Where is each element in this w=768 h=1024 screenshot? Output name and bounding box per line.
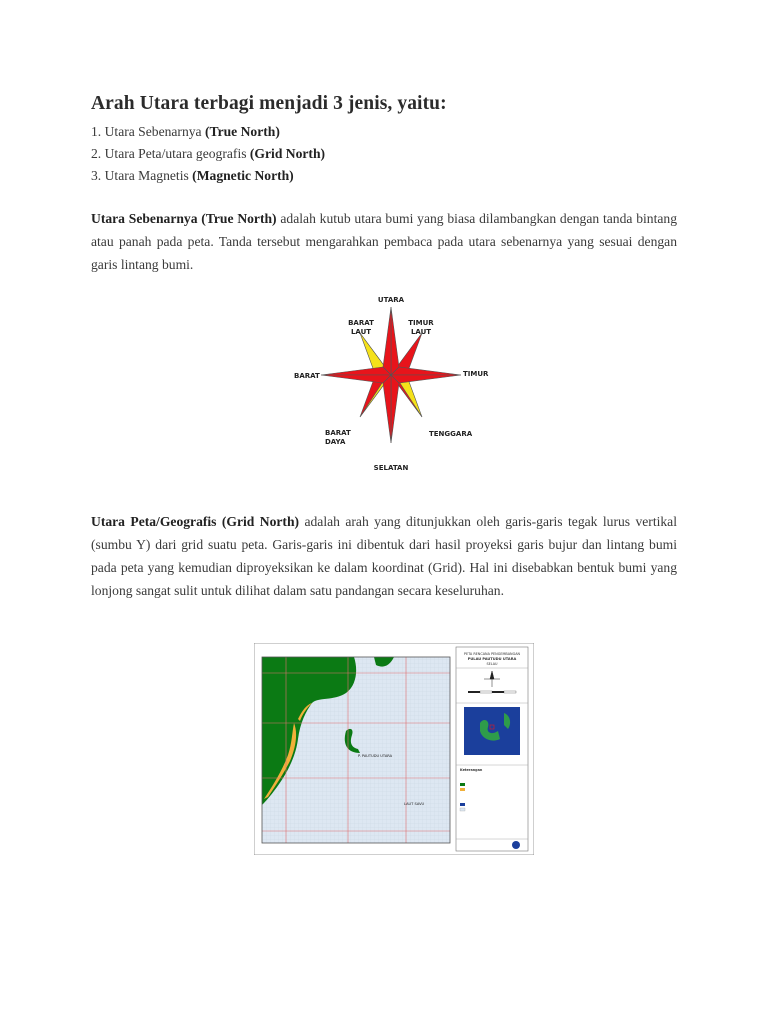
grid-north-paragraph <box>91 510 677 602</box>
list-item-text: 3. Utara Magnetis <box>91 168 193 183</box>
true-north-paragraph <box>91 207 677 276</box>
list-item-text: 1. Utara Sebenarnya <box>91 124 205 139</box>
map-logo-icon <box>512 841 520 849</box>
list-item-bold: (Grid North) <box>249 146 326 161</box>
map-sea-label: LAUT SAVU <box>404 802 425 806</box>
list-item <box>91 121 325 143</box>
map-inset <box>464 707 520 755</box>
grid-map-figure <box>254 643 534 855</box>
compass-label-northwest: BARAT <box>348 319 374 327</box>
north-types-list <box>91 121 325 187</box>
list-item-text: 2. Utara Peta/utara geografis <box>91 146 250 161</box>
map-island-label: P. PAUTUDU UTARA <box>358 754 393 758</box>
map-title-1: PETA RENCANA PENGEMBANGAN <box>463 652 521 656</box>
compass-label-east: TIMUR <box>463 370 489 378</box>
list-item-bold: (True North) <box>205 124 280 139</box>
compass-label-southeast: TENGGARA <box>429 430 473 438</box>
map-legend-title: Keterangan <box>460 768 483 772</box>
compass-label-northwest: LAUT <box>350 328 372 336</box>
true-north-text: adalah kutub utara bumi yang biasa dilambangkan dengan tanda bintang atau panah pada peta. Tanda tersebut mengarahkan pembaca pada utara sebenarnya yang sesuai dengan garis lintang bumi. <box>91 211 677 272</box>
list-item-bold: (Magnetic North) <box>192 168 294 183</box>
compass-label-northeast: LAUT <box>410 328 432 336</box>
map-legend-panel <box>456 647 528 851</box>
compass-label-southwest: BARAT <box>325 429 351 437</box>
grid-north-term: Utara Peta/Geografis (Grid North) <box>91 514 300 529</box>
compass-label-northeast: TIMUR <box>408 319 434 327</box>
list-item <box>91 165 325 187</box>
heading: Arah Utara terbagi menjadi 3 jenis, yaitu: <box>91 93 447 114</box>
map-scale-bar <box>468 691 516 693</box>
compass-rose-figure <box>291 285 491 475</box>
compass-label-south: SELATAN <box>373 464 409 472</box>
true-north-term: Utara Sebenarnya (True North) <box>91 211 277 226</box>
map-frame <box>262 657 450 843</box>
compass-label-southwest: DAYA <box>325 438 346 446</box>
grid-north-text: adalah arah yang ditunjukkan oleh garis-garis tegak lurus vertikal (sumbu Y) dari grid suatu peta. Garis-garis ini dibentuk dari hasil proyeksi garis bujur dan lintang bumi pada peta yang kemudian diproyeksikan ke dalam koordinat (Grid). Hal ini disebabkan bentuk bumi yang lonjong sangat sulit untuk dilihat dalam satu pandangan secara keseluruhan. <box>91 514 677 598</box>
compass-label-west: BARAT <box>294 372 320 380</box>
map-title-3: SELAU <box>486 662 498 666</box>
compass-label-north: UTARA <box>377 296 405 304</box>
map-title-2: PULAU PAUTUDU UTARA <box>467 657 517 661</box>
compass-rose-icon <box>321 307 461 443</box>
list-item <box>91 143 325 165</box>
